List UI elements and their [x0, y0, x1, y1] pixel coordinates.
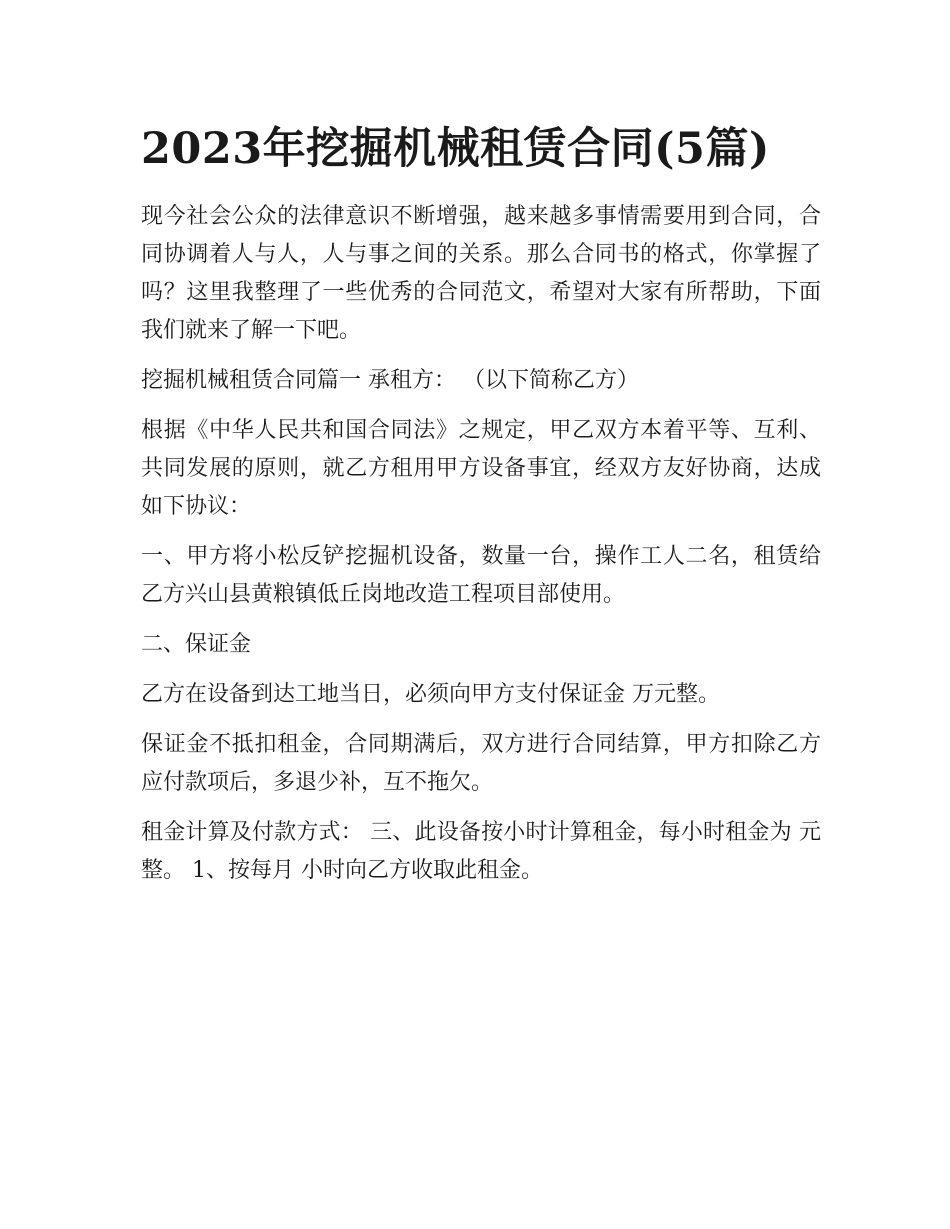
clause-2-heading: 二、保证金 — [141, 632, 252, 657]
deposit-paragraph: 乙方在设备到达工地当日，必须向甲方支付保证金 万元整。 — [141, 682, 720, 707]
deposit-terms-paragraph: 保证金不抵扣租金，合同期满后，双方进行合同结算，甲方扣除乙方应付款项后，多退少补，互不拖欠。 — [141, 732, 821, 795]
preamble-paragraph: 根据《中华人民共和国合同法》之规定，甲乙双方本着平等、互利、共同发展的原则，就乙方租用甲方设备事宜，经双方友好协商，达成如下协议： — [141, 418, 821, 519]
document-page — [141, 118, 821, 902]
intro-paragraph: 现今社会公众的法律意识不断增强，越来越多事情需要用到合同，合同协调着人与人，人与事之间的关系。那么合同书的格式，你掌握了吗？这里我整理了一些优秀的合同范文，希望对大家有所帮助，下面我们就来了解一下吧。 — [141, 204, 821, 343]
document-title: 2023年挖掘机械租赁合同(5篇) — [141, 124, 770, 174]
rent-calculation-paragraph: 租金计算及付款方式： 三、此设备按小时计算租金，每小时租金为 元整。 1、按每月 小时向乙方收取此租金。 — [141, 820, 821, 883]
clause-1-paragraph: 一、甲方将小松反铲挖掘机设备，数量一台，操作工人二名，租赁给乙方兴山县黄粮镇低丘岗地改造工程项目部使用。 — [141, 544, 821, 607]
lessee-line: 挖掘机械租赁合同篇一 承租方： （以下简称乙方） — [141, 368, 639, 393]
